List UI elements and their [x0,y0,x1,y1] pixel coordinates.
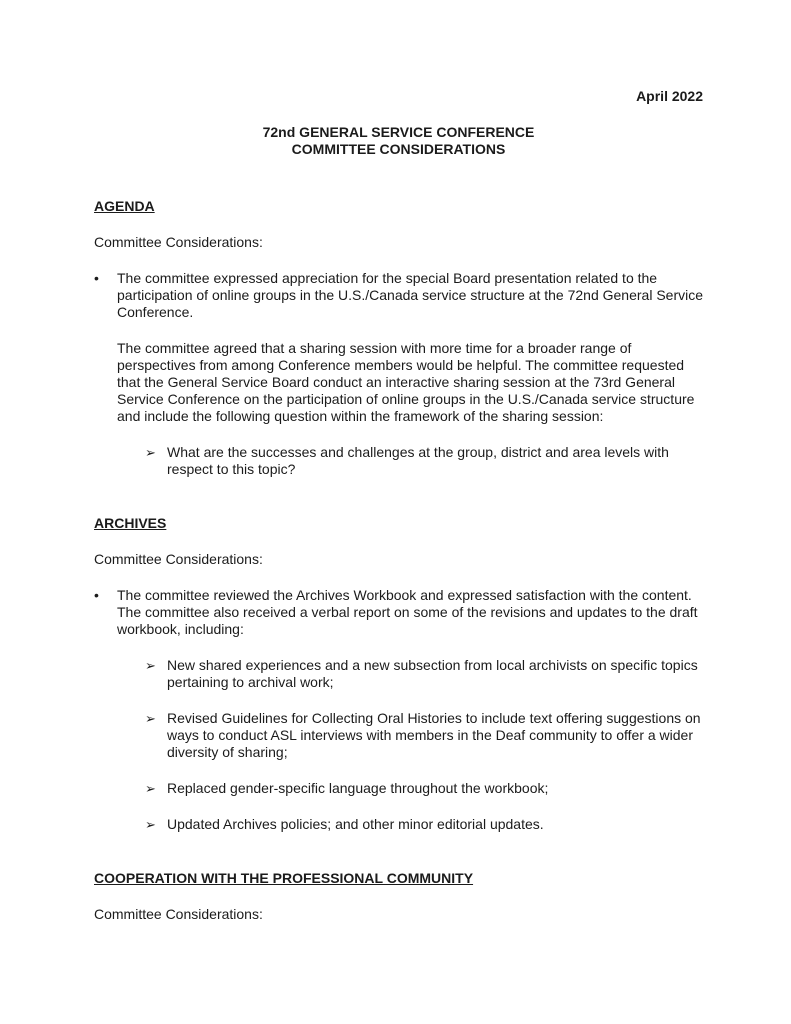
arrow-bullet-icon: ➢ [145,445,156,460]
bullet-item-text: The committee expressed appreciation for the special Board presentation related to the participation of online groups in the U.S./Canada service structure at the 72nd General Service Conference. [117,270,703,320]
arrow-item-text: What are the successes and challenges at the group, district and area levels with respect to this topic? [167,444,669,477]
arrow-item [145,444,703,478]
arrow-bullet-icon: ➢ [145,781,156,796]
section-heading-archives: ARCHIVES [94,515,167,531]
arrow-item-text: New shared experiences and a new subsection from local archivists on specific topics pertaining to archival work; [167,657,698,690]
bullet-item [94,270,703,321]
document-title [94,124,703,158]
section-heading-cooperation: COOPERATION WITH THE PROFESSIONAL COMMUNITY [94,870,474,886]
section-heading-agenda: AGENDA [94,198,155,214]
arrow-item-text: Updated Archives policies; and other minor editorial updates. [167,816,544,832]
arrow-item [145,657,703,691]
arrow-bullet-icon: ➢ [145,711,156,726]
continuation-paragraph: The committee agreed that a sharing session with more time for a broader range of perspectives from among Conference members would be helpful. The committee requested that the General Service Board conduct an interactive sharing session at the 73rd General Service Conference on the participation of online groups in the U.S./Canada service structure and include the following question within the framework of the sharing session: [117,340,695,424]
document-date: April 2022 [636,88,703,104]
bullet-item-text: The committee reviewed the Archives Workbook and expressed satisfaction with the content. The committee also received a verbal report on some of the revisions and updates to the draft workbook, including: [117,587,698,637]
section-intro: Committee Considerations: [94,551,263,567]
bullet-icon: • [94,587,99,603]
document-title-line2: COMMITTEE CONSIDERATIONS [291,141,506,157]
arrow-item-text: Replaced gender-specific language throughout the workbook; [167,780,549,796]
bullet-item [94,587,703,638]
section-intro: Committee Considerations: [94,234,263,250]
arrow-item [145,780,703,797]
arrow-item [145,816,703,833]
document-title-line1: 72nd GENERAL SERVICE CONFERENCE [262,124,535,140]
arrow-item [145,710,703,761]
arrow-item-text: Revised Guidelines for Collecting Oral Histories to include text offering suggestions on ways to conduct ASL interviews with members in the Deaf community to offer a wider diversity of sharing; [167,710,701,760]
arrow-bullet-icon: ➢ [145,658,156,673]
bullet-icon: • [94,270,99,286]
arrow-bullet-icon: ➢ [145,817,156,832]
section-intro: Committee Considerations: [94,906,263,922]
